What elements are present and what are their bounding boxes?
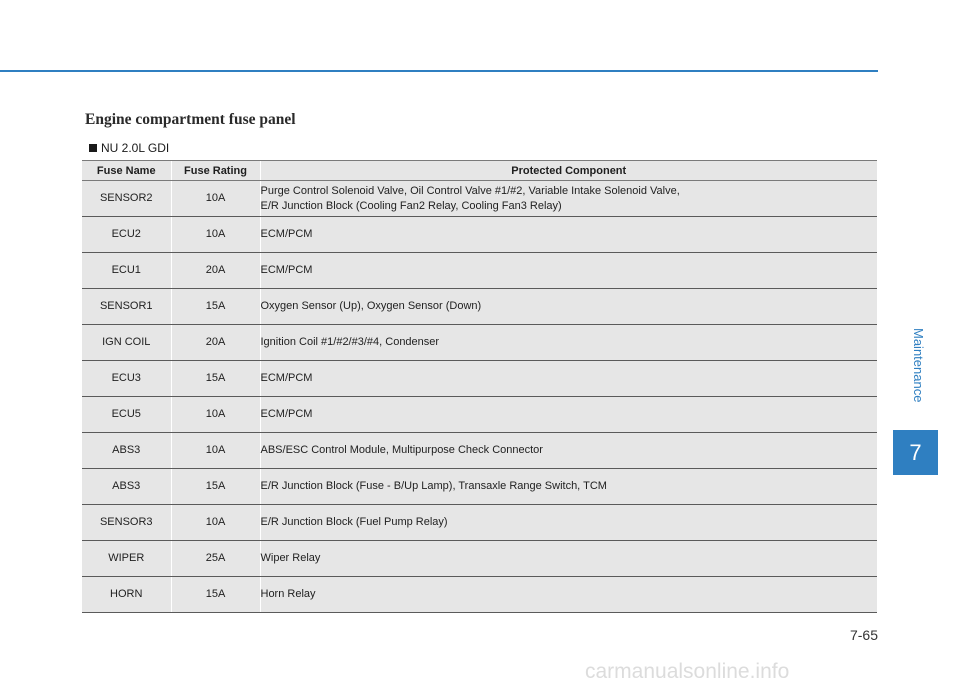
fuse-name-cell: ABS3 <box>82 433 171 469</box>
fuse-name-cell: HORN <box>82 577 171 613</box>
top-rule <box>0 70 878 72</box>
protected-component-cell: Oxygen Sensor (Up), Oxygen Sensor (Down) <box>260 289 877 325</box>
protected-component-cell: E/R Junction Block (Fuel Pump Relay) <box>260 505 877 541</box>
fuse-name-cell: IGN COIL <box>82 325 171 361</box>
fuse-rating-cell: 25A <box>171 541 260 577</box>
fuse-name-cell: ECU2 <box>82 217 171 253</box>
section-title: Engine compartment fuse panel <box>85 111 296 128</box>
table-row <box>82 577 877 613</box>
engine-variant-label <box>89 141 169 155</box>
fuse-table <box>82 160 877 613</box>
header-fuse-name: Fuse Name <box>82 161 171 181</box>
header-fuse-rating: Fuse Rating <box>171 161 260 181</box>
fuse-rating-cell: 10A <box>171 505 260 541</box>
protected-component-cell: E/R Junction Block (Fuse - B/Up Lamp), Transaxle Range Switch, TCM <box>260 469 877 505</box>
fuse-rating-cell: 20A <box>171 253 260 289</box>
fuse-table-header <box>82 161 877 181</box>
watermark: carmanualsonline.info <box>585 660 790 683</box>
table-row <box>82 217 877 253</box>
table-row <box>82 325 877 361</box>
page-number: 7-65 <box>849 627 878 643</box>
table-row <box>82 181 877 217</box>
fuse-name-cell: WIPER <box>82 541 171 577</box>
fuse-rating-cell: 10A <box>171 397 260 433</box>
fuse-name-cell: SENSOR2 <box>82 181 171 217</box>
protected-component-cell: Horn Relay <box>260 577 877 613</box>
fuse-name-cell: ECU3 <box>82 361 171 397</box>
protected-component-cell: ECM/PCM <box>260 253 877 289</box>
protected-component-cell: ECM/PCM <box>260 361 877 397</box>
fuse-rating-cell: 15A <box>171 289 260 325</box>
chapter-tab-label: Maintenance <box>911 327 926 403</box>
fuse-rating-cell: 15A <box>171 577 260 613</box>
fuse-rating-cell: 10A <box>171 181 260 217</box>
fuse-name-cell: SENSOR1 <box>82 289 171 325</box>
fuse-rating-cell: 15A <box>171 361 260 397</box>
protected-component-cell: ECM/PCM <box>260 397 877 433</box>
table-row <box>82 433 877 469</box>
table-row <box>82 397 877 433</box>
table-row <box>82 361 877 397</box>
table-row <box>82 541 877 577</box>
chapter-number-badge: 7 <box>893 430 938 475</box>
table-row <box>82 505 877 541</box>
table-row <box>82 253 877 289</box>
fuse-name-cell: ECU5 <box>82 397 171 433</box>
protected-component-cell: ABS/ESC Control Module, Multipurpose Check Connector <box>260 433 877 469</box>
protected-component-cell: Purge Control Solenoid Valve, Oil Control Valve #1/#2, Variable Intake Solenoid Valve, E/R Junction Block (Cooling Fan2 Relay, Cooling Fan3 Relay) <box>260 181 877 217</box>
fuse-rating-cell: 20A <box>171 325 260 361</box>
fuse-rating-cell: 10A <box>171 217 260 253</box>
protected-component-cell: Wiper Relay <box>260 541 877 577</box>
protected-component-cell: ECM/PCM <box>260 217 877 253</box>
fuse-rating-cell: 15A <box>171 469 260 505</box>
table-row <box>82 289 877 325</box>
square-bullet-icon <box>89 144 97 152</box>
fuse-rating-cell: 10A <box>171 433 260 469</box>
fuse-name-cell: ABS3 <box>82 469 171 505</box>
engine-variant-text: NU 2.0L GDI <box>101 141 170 155</box>
protected-component-cell: Ignition Coil #1/#2/#3/#4, Condenser <box>260 325 877 361</box>
fuse-name-cell: ECU1 <box>82 253 171 289</box>
fuse-name-cell: SENSOR3 <box>82 505 171 541</box>
header-protected-component: Protected Component <box>260 161 877 181</box>
table-row <box>82 469 877 505</box>
